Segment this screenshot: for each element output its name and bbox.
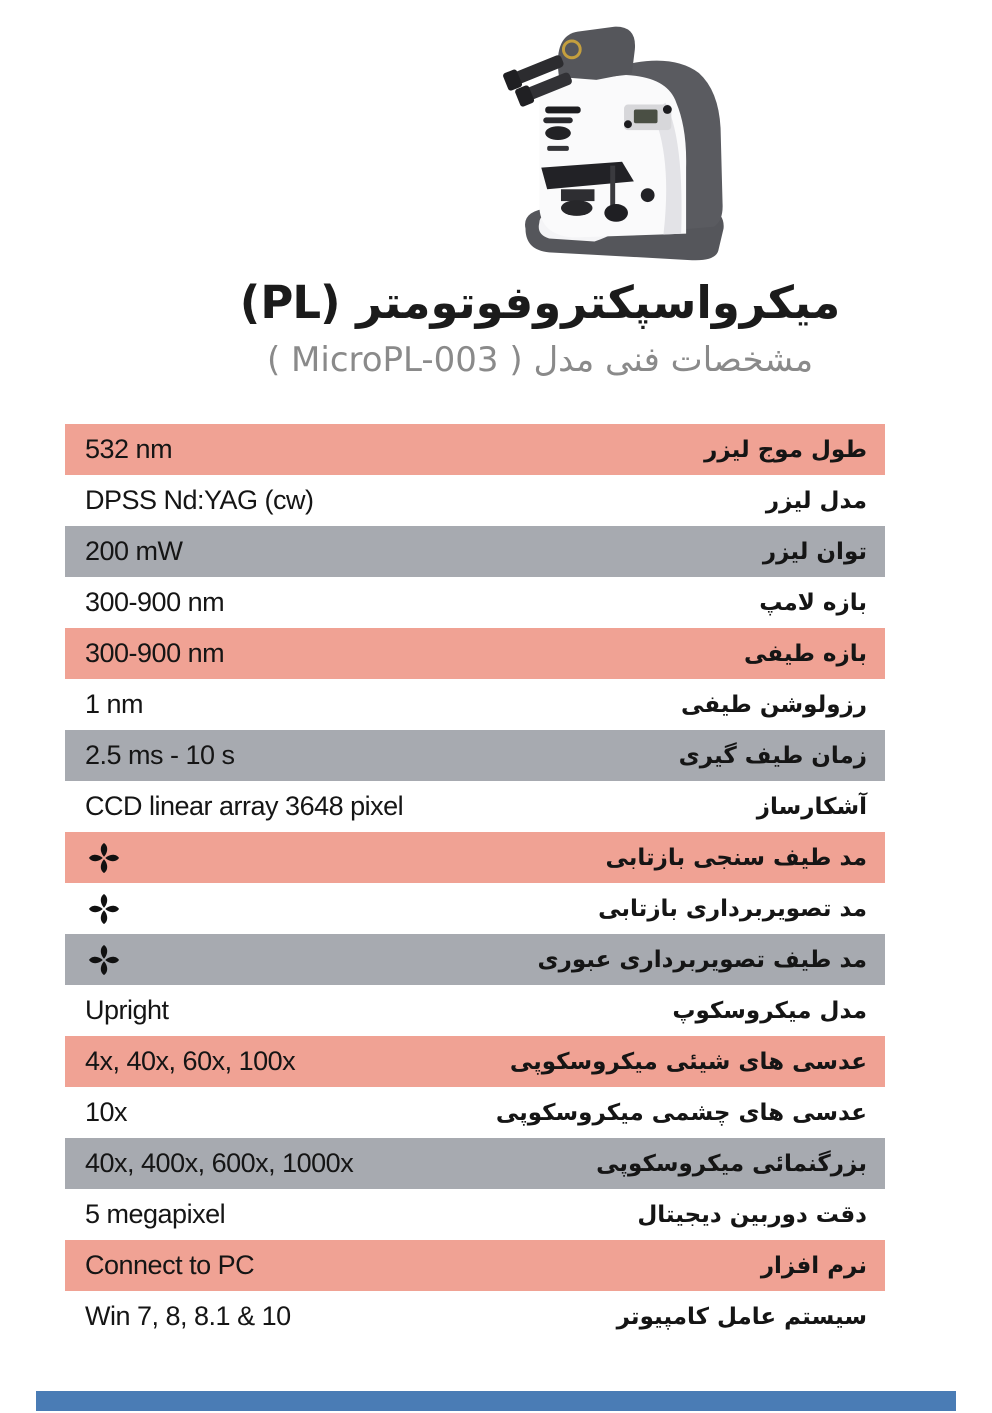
spec-value: 200 mW xyxy=(85,536,183,566)
spec-label: نرم افزار xyxy=(760,1252,867,1279)
table-row xyxy=(65,526,885,577)
spec-label: طول موج لیزر xyxy=(704,436,867,463)
microscope-image xyxy=(478,8,774,274)
spec-label: مد تصویربرداری بازتابی xyxy=(598,895,867,922)
spec-label: عدسی های شیئی میکروسکوپی xyxy=(509,1048,867,1075)
table-row xyxy=(65,985,885,1036)
page-title: میکرواسپکتروفوتومتر (PL) xyxy=(239,276,841,329)
table-row xyxy=(65,1291,885,1342)
spec-value: Connect to PC xyxy=(85,1250,255,1280)
spec-label: سیستم عامل کامپیوتر xyxy=(616,1303,867,1330)
table-row xyxy=(65,424,885,475)
table-row xyxy=(65,832,885,883)
spec-label: بازه لامپ xyxy=(759,589,867,616)
table-row xyxy=(65,1036,885,1087)
page-subtitle: مشخصات فنی مدل ( MicroPL-003 ) xyxy=(266,340,814,380)
spec-value: 300-900 nm xyxy=(85,587,225,617)
check-icon-cell xyxy=(65,883,598,934)
microscope-illustration xyxy=(478,8,774,274)
check-icon-cell xyxy=(65,832,605,883)
table-row xyxy=(65,1087,885,1138)
spec-label: عدسی های چشمی میکروسکوپی xyxy=(495,1099,867,1126)
table-row xyxy=(65,1189,885,1240)
spec-value: 5 megapixel xyxy=(85,1199,226,1229)
table-row xyxy=(65,577,885,628)
spec-value: 1 nm xyxy=(85,689,144,719)
spec-value: 532 nm xyxy=(85,434,173,464)
table-row xyxy=(65,1240,885,1291)
table-row xyxy=(65,730,885,781)
spec-value: 2.5 ms - 10 s xyxy=(85,740,235,770)
table-row xyxy=(65,781,885,832)
spec-label: مد طیف سنجی بازتابی xyxy=(605,844,867,871)
spec-value: 300-900 nm xyxy=(85,638,225,668)
spec-value: 4x, 40x, 60x, 100x xyxy=(85,1046,296,1076)
spec-label: مد طیف تصویربرداری عبوری xyxy=(537,946,867,973)
spec-value: Upright xyxy=(85,995,169,1025)
check-icon xyxy=(87,841,121,875)
spec-label: آشکارساز xyxy=(756,793,867,820)
footer-accent-bar xyxy=(36,1391,956,1411)
check-icon xyxy=(87,892,121,926)
spec-table xyxy=(65,424,885,1342)
spec-label: بازه طیفی xyxy=(744,640,867,667)
spec-value: CCD linear array 3648 pixel xyxy=(85,791,404,821)
spec-label: زمان طیف گیری xyxy=(678,742,867,769)
spec-label: دقت دوربین دیجیتال xyxy=(637,1201,867,1228)
spec-label: مدل میکروسکوپ xyxy=(672,997,867,1024)
spec-label: مدل لیزر xyxy=(765,487,867,514)
spec-label: توان لیزر xyxy=(762,538,867,565)
table-row xyxy=(65,883,885,934)
check-icon xyxy=(87,943,121,977)
check-icon-cell xyxy=(65,934,538,985)
spec-value: DPSS Nd:YAG (cw) xyxy=(85,485,314,515)
spec-value: Win 7, 8, 8.1 & 10 xyxy=(85,1301,291,1331)
table-row xyxy=(65,1138,885,1189)
spec-value: 10x xyxy=(85,1097,128,1127)
table-row xyxy=(65,934,885,985)
spec-label: رزولوشن طیفی xyxy=(680,691,867,718)
spec-label: بزرگنمائی میکروسکوپی xyxy=(596,1150,867,1177)
spec-value: 40x, 400x, 600x, 1000x xyxy=(85,1148,354,1178)
table-row xyxy=(65,679,885,730)
table-row xyxy=(65,628,885,679)
table-row xyxy=(65,475,885,526)
